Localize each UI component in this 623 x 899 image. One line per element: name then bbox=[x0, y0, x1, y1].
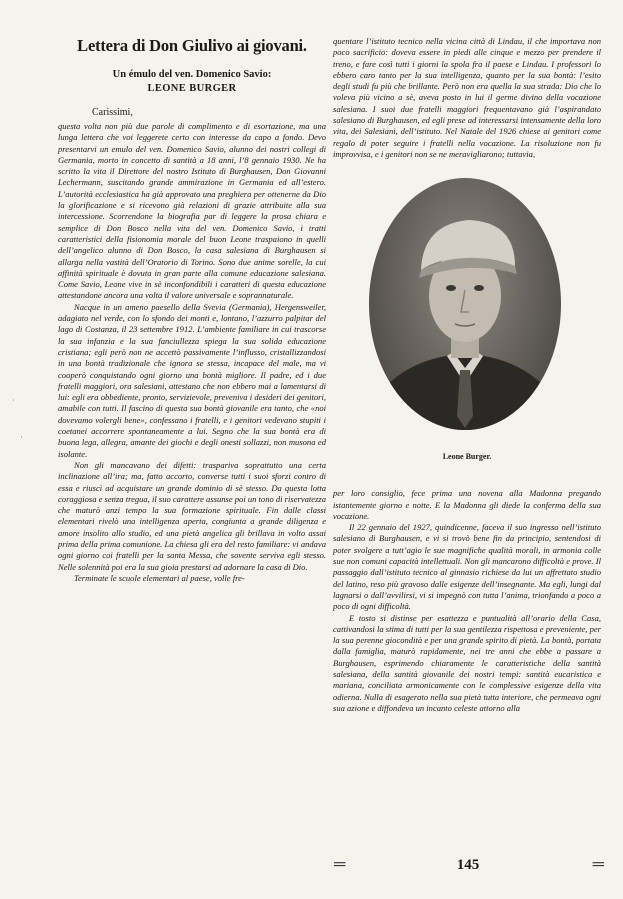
footer-ornament-right: ═ bbox=[592, 856, 602, 873]
right-body-text-bottom bbox=[333, 488, 601, 714]
portrait-illustration bbox=[369, 178, 561, 430]
margin-mark: · bbox=[20, 432, 23, 442]
portrait-photo bbox=[369, 178, 561, 430]
paragraph: questa volta non più due parole di complimento e di esortazione, ma una lunga lettera che voi leggerete certo con interesse da capo a fondo. Devo presentarvi un emulo del ven. Domenico Savio, alunno dei nostri collegi di Germania, morto in concetto di santità a 18 anni, l’8 gennaio 1930. Ne ha scritto la vita il Direttore del nostro Istituto di Burghausen, Don Giovanni Lechermann, suscitando grande ammirazione in Germania ed all’estero. L’autorità ecclesiastica ha già approvato una preghiera per ottenerne da Dio la glorificazione e si ricevono già relazioni di grazie attribuite alla sua intercessione. Scorrendone la biografia par di leggere la prosa chiara e semplice di Don Bosco nella vita del ven. Domenico Savio, i tratti caratteristici della fisionomia morale del buon Leone traspaiono in quelli dell’angelico alunno di Don Bosco, la casa salesiana di Burghausen si allarga nella vastità dell’Oratorio di Torino. Sono due anime sorelle, la cui affinità spirituale è dovuta in gran parte alla comune educazione salesiana. Come Savio, Leone vive in sè inconfondibili i caratteri di questa educazione attestandone ancora una volta il valore universale e soprannaturale. bbox=[58, 121, 326, 301]
footer-ornament-left: ═ bbox=[334, 856, 344, 873]
right-body-text-top bbox=[333, 36, 601, 160]
letter-salutation: Carissimi, bbox=[92, 107, 133, 118]
margin-mark: ˙ bbox=[12, 398, 15, 408]
paragraph: quentare l’istituto tecnico nella vicina città di Lindau, il che importava non poco sacrificio: doveva essere in piedi alle cinque e mezzo per prendere il treno, e fare così tutti i giorni la spola fra il paese e Lindau. I professori lo ebbero caro tanto per la sua intelligenza, quanto per la sua bontà: l’esito degli studi fu più che brillante. Però non era quella la sua strada: Dio che lo voleva più vicino a sè, aveva posto in lui il germe divino della vocazione salesiana. I suoi due fratelli maggiori frequentavano già l’aspirandato salesiano di Burghausen, ed egli prese ad interessarsi intensamente della loro vita, dei Salesiani, dell’istituto. Nel Natale del 1926 chiese ai genitori come regalo di poter seguire i fratelli nella vocazione. La risoluzione non fu improvvisa, e i genitori non se ne meravigliarono; tuttavia, bbox=[333, 36, 601, 159]
paragraph: per loro consiglio, fece prima una novena alla Madonna pregando istantemente giorno e notte. E la Madonna gli diede la conferma della sua vocazione. bbox=[333, 488, 601, 521]
portrait-caption: Leone Burger. bbox=[442, 452, 492, 462]
paragraph: Il 22 gennaio del 1927, quindicenne, faceva il suo ingresso nell’istituto salesiano di Burghausen, e vi si trovò bene fin da principio, sentendosi di poter svolgere a tutt’agio le sue magnifiche qualità morali, in armonia colle sue non comuni capacità intellettuali. Non gli mancarono difficoltà e prove. Il passaggio dall’istituto tecnico al ginnasio richiese da lui un affrettato studio del latino, reso più gravoso dalle esigenze dell’insegnante. Ma egli, lungi dal lagnarsi o dall’avvilirsi, vi si impegnò con tutta l’anima, trionfando a poco a poco di ogni difficoltà. bbox=[333, 522, 601, 612]
left-body-text bbox=[58, 121, 326, 584]
paragraph: E tosto si distinse per esattezza e puntualità all’orario della Casa, cattivandosi la stima di tutti per la sua gentilezza rispettosa e preveniente, per la sua perenne giocondità e per una grande spirito di pietà. La bontà, portata dalla famiglia, maturò rapidamente, nei tre anni che ebbe a passare a Burghausen, esprimendo chiaramente le caratteristiche della santità salesiana, della santità giovanile dei nostri tempi: santità eucaristica e mariana, conciliata armonicamente con le complessive esigenze della vita odierna. Nulla di esagerato nella sua pietà tutta interiore, che permeava ogni sua azione e diffondeva un incanto celeste attorno alla bbox=[333, 612, 601, 713]
page-footer bbox=[334, 856, 602, 874]
article-subtitle: Un émulo del ven. Domenico Savio: bbox=[112, 69, 272, 80]
paragraph: Nacque in un ameno paesello della Svevia (Germania), Hergensweiler, adagiato nel verde, con lo sfondo dei monti e, lontano, l’azzurro palpitar del lago di Costanza, il 23 settembre 1912. L’ambiente familiare in cui trascorse la sua infanzia e la sua fanciullezza spiega la sua solida educazione cristiana; egli però non ne accettò passivamente l’influsso, cristallizzandosi in una bontà tradizionale che ignora se stessa, incapace del male, ma vi cooperò conquistando ogni giorno una bontà migliore. Il padre, ed i due fratelli maggiori, ora salesiani, attestano che non ebbero mai a lamentarsi di lui: egli era obbediente, pronto, servizievole, preveniva i desideri dei genitori, amabile con tutti. Il fascino di questa sua bontà giovanile era tanto, che «noi dovevamo volergli bene», confessano i fratelli, e i genitori vedevano stupiti i coetanei accorrere spontaneamente a lui. Segno che la sua bontà era di buona lega, allegra, amante dei giochi e degli onesti sollazzi, non musona ed isolante. bbox=[58, 301, 326, 459]
paragraph: Non gli mancavano dei difetti: traspariva soprattutto una certa inclinazione all’ira; ma, fatto accorto, converse tutti i suoi sforzi contro di essa e riuscì ad acquistare un grande dominio di sè stesso. Da questa lotta coraggiosa e senza tregua, il suo carattere assunse poi un tono di riservatezza che maturò anzi tempo la sua formazione spirituale. Fin dalle classi elementari rivelò una intelligenza aperta, congiunta a grande diligenza e amore insolito allo studio, ed una pietà angelica gli brillava in volto assai prima della prima comunione. La chiesa gli era del resto familiare: vi andava ogni giorno coi fratelli per la santa Messa, che sovente serviva egli stesso. Nelle solennità poi era la sua gioia prestarsi ad adornare la casa di Dio. bbox=[58, 459, 326, 572]
left-column bbox=[58, 36, 326, 584]
page-number: 145 bbox=[456, 856, 480, 873]
right-column bbox=[333, 36, 601, 714]
article-title: Lettera di Don Giulivo ai giovani. bbox=[77, 36, 307, 55]
paragraph: Terminate le scuole elementari al paese, volle fre- bbox=[74, 572, 245, 583]
article-subject-name: LEONE BURGER bbox=[147, 83, 237, 94]
portrait-figure bbox=[333, 176, 601, 488]
